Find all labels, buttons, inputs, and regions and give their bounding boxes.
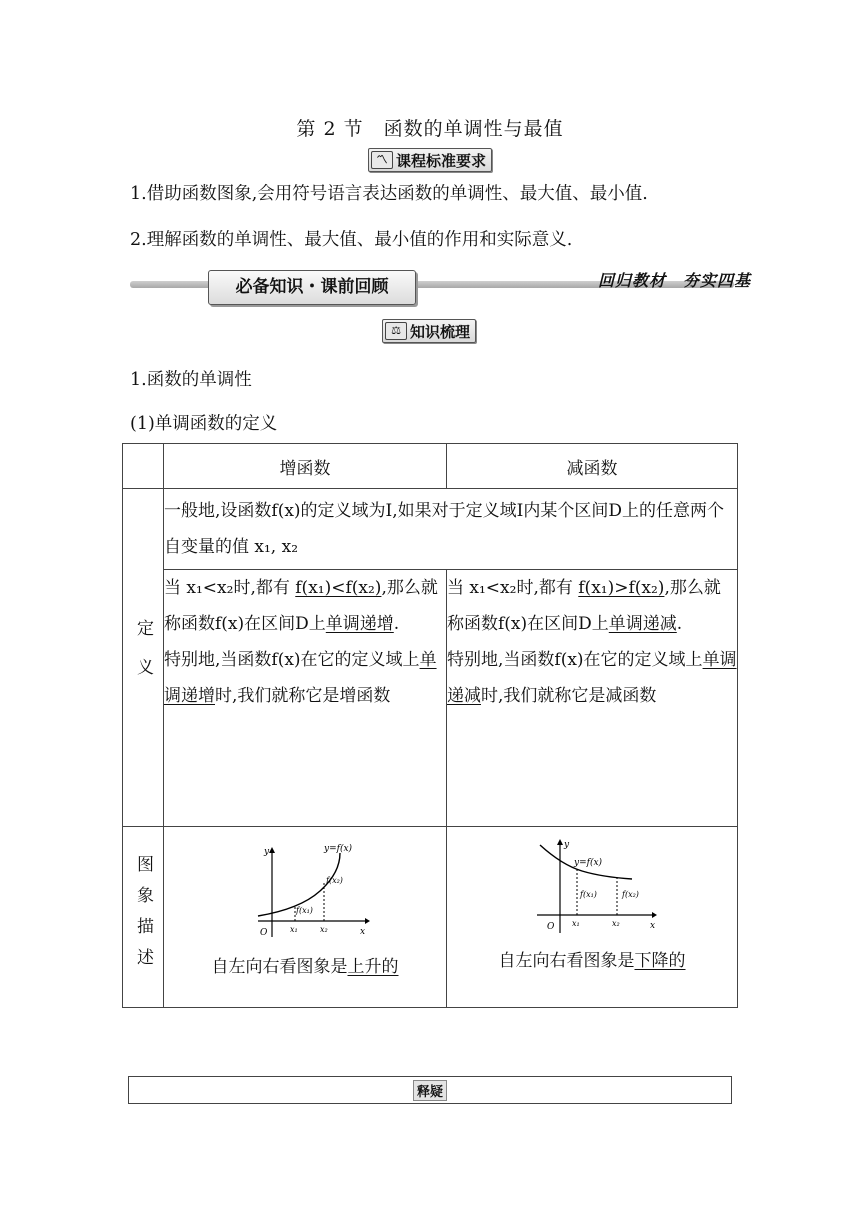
- dec-special: 特别地,当函数f(x)在它的定义域上: [447, 650, 703, 670]
- header-increasing: 增函数: [164, 444, 447, 489]
- requirement-1: 1.借助函数图象,会用符号语言表达函数的单调性、最大值、最小值.: [130, 184, 648, 204]
- dec-special-monotone: 单调递减: [447, 650, 737, 706]
- section-heading: 1.函数的单调性: [130, 370, 252, 390]
- course-standard-tag: [368, 148, 492, 172]
- inc-special-monotone: 单调递增: [164, 650, 437, 706]
- dec-caption-answer: 下降的: [634, 951, 686, 971]
- inc-fx1: f(x₁): [296, 906, 313, 915]
- inc-inequality: f(x₁)<f(x₂): [295, 578, 382, 598]
- subsection-heading: (1)单调函数的定义: [130, 414, 278, 434]
- common-definition: [164, 489, 738, 570]
- dec-fn-label: y=f(x): [574, 858, 603, 868]
- page-title: 第 2 节 函数的单调性与最值: [296, 118, 564, 140]
- header-decreasing: 减函数: [447, 444, 738, 489]
- decreasing-graph-cell: [447, 827, 738, 1008]
- compass-icon: ⚖: [385, 322, 407, 340]
- common-text: 一般地,设函数f(x)的定义域为I,如果对于定义域I内某个区间D上的任意两个自变量的值: [164, 501, 725, 557]
- explanation-tag: 释疑: [413, 1080, 447, 1101]
- banner-slogan: 回归教材 夯实四基: [598, 271, 752, 290]
- dec-x2: x₂: [612, 919, 620, 928]
- inc-fn-label: y=f(x): [324, 844, 353, 854]
- inc-condition: 当 x₁<x₂时,都有: [164, 578, 296, 598]
- chart-icon: 〽: [371, 151, 393, 169]
- knowledge-label: 知识梳理: [410, 322, 471, 341]
- monotonic-definition-table: [122, 443, 738, 1008]
- dec-x1: x₁: [572, 919, 580, 928]
- course-standard-label: 课程标准要求: [396, 151, 487, 170]
- dec-inequality: f(x₁)>f(x₂): [578, 578, 665, 598]
- dec-fx2: f(x₂): [622, 890, 639, 899]
- row-label-graph: 图象描述: [123, 827, 164, 1008]
- inc-x2: x₂: [320, 925, 328, 934]
- row-label-definition: 定义: [123, 489, 164, 827]
- decreasing-graph: [522, 835, 662, 935]
- inc-y-label: y: [264, 847, 270, 857]
- increasing-definition: 当 x₁<x₂时,都有 f(x₁)<f(x₂),那么就称函数f(x)在区间D上单调递增. 特别地,当函数f(x)在它的定义域上单调递增时,我们就称它是增函数: [164, 570, 447, 827]
- inc-then: ,那么就称函数f(x)在区间D上: [164, 578, 438, 634]
- increasing-graph-cell: [164, 827, 447, 1008]
- decreasing-caption: 自左向右看图象是下降的: [498, 951, 686, 971]
- dec-origin: O: [547, 922, 555, 932]
- increasing-caption: 自左向右看图象是上升的: [211, 957, 399, 977]
- dec-then: ,那么就称函数f(x)在区间D上: [447, 578, 721, 634]
- inc-special: 特别地,当函数f(x)在它的定义域上: [164, 650, 420, 670]
- table-corner: [123, 444, 164, 489]
- inc-x1: x₁: [290, 925, 298, 934]
- inc-origin: O: [260, 928, 268, 938]
- inc-caption-answer: 上升的: [347, 957, 399, 977]
- dec-fx1: f(x₁): [580, 890, 597, 899]
- decreasing-definition: 当 x₁<x₂时,都有 f(x₁)>f(x₂),那么就称函数f(x)在区间D上单调递减. 特别地,当函数f(x)在它的定义域上单调递减时,我们就称它是减函数: [447, 570, 738, 827]
- dec-condition: 当 x₁<x₂时,都有: [447, 578, 579, 598]
- explanation-box: [128, 1076, 732, 1104]
- increasing-graph: [240, 841, 370, 941]
- requirement-2: 2.理解函数的单调性、最大值、最小值的作用和实际意义.: [130, 230, 573, 250]
- inc-x-label: x: [360, 927, 366, 937]
- common-vars: x₁, x₂: [254, 537, 299, 557]
- inc-monotone: 单调递增: [325, 614, 394, 634]
- dec-y-label: y: [564, 840, 570, 850]
- inc-fx2: f(x₂): [326, 876, 343, 885]
- dec-monotone: 单调递减: [608, 614, 677, 634]
- section-banner: 必备知识・课前回顾: [208, 270, 416, 305]
- dec-x-label: x: [650, 921, 656, 931]
- knowledge-tag: [382, 319, 476, 343]
